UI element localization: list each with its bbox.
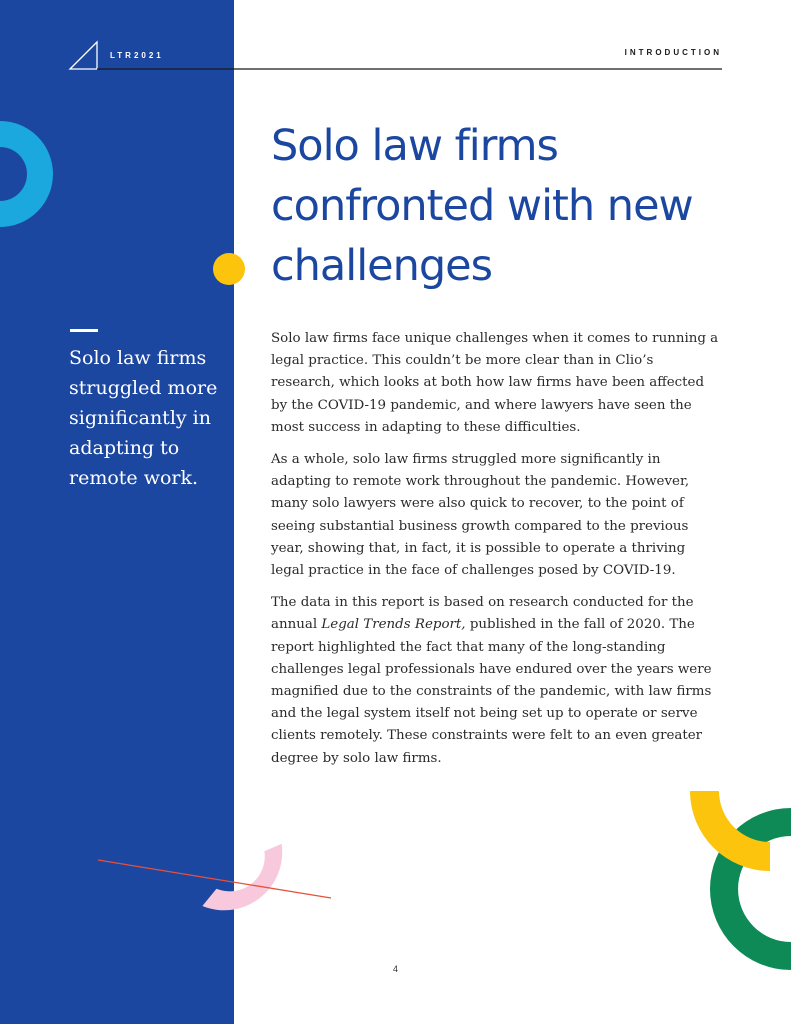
yellow-dot-shape [213, 253, 245, 285]
paragraph-2: As a whole, solo law firms struggled more significantly in adapting to remote work throughout the pandemic. However, many solo lawyers were also quick to recover, to the point of seeing substantial business growth compared to the previous year, showing that, in fact, it is possible to operate a thriving legal practice in the face of challenges posed by COVID-19. [271, 452, 690, 579]
page-number: 4 [392, 964, 398, 974]
paragraph-3 [271, 592, 721, 770]
report-tag: LTR2021 [110, 51, 164, 60]
cyan-arc-shape [0, 121, 53, 227]
pull-quote: Solo law firms struggled more significantly in adapting to remote work. [69, 347, 218, 489]
paragraph-3-start: The data in this report is based on research conducted for the annual [271, 595, 694, 633]
report-title-italic: Legal Trends Report, [321, 617, 466, 633]
page-title: Solo law firms confronted with new challenges [271, 121, 693, 291]
paragraph-1: Solo law firms face unique challenges when it comes to running a legal practice. This couldn’t be more clear than in Clio’s research, which looks at both how law firms have been affected by the COVID-19 pandemic, and where lawyers have seen the most success in adapting to these difficulties. [271, 331, 719, 435]
pink-arc-shape [202, 844, 282, 910]
section-label: INTRODUCTION [624, 48, 722, 57]
body-text [271, 328, 721, 780]
triangle-logo-icon [70, 42, 97, 69]
paragraph-3-end: published in the fall of 2020. The report highlighted the fact that many of the long-standing challenges legal professionals have endured over the years were magnified due to the constraints of the pandemic, with law firms and the legal system itself not being set up to operate or serve clients remotely. These constraints were felt to an even greater degree by solo law firms. [271, 617, 712, 766]
pull-quote-dash [70, 329, 98, 332]
